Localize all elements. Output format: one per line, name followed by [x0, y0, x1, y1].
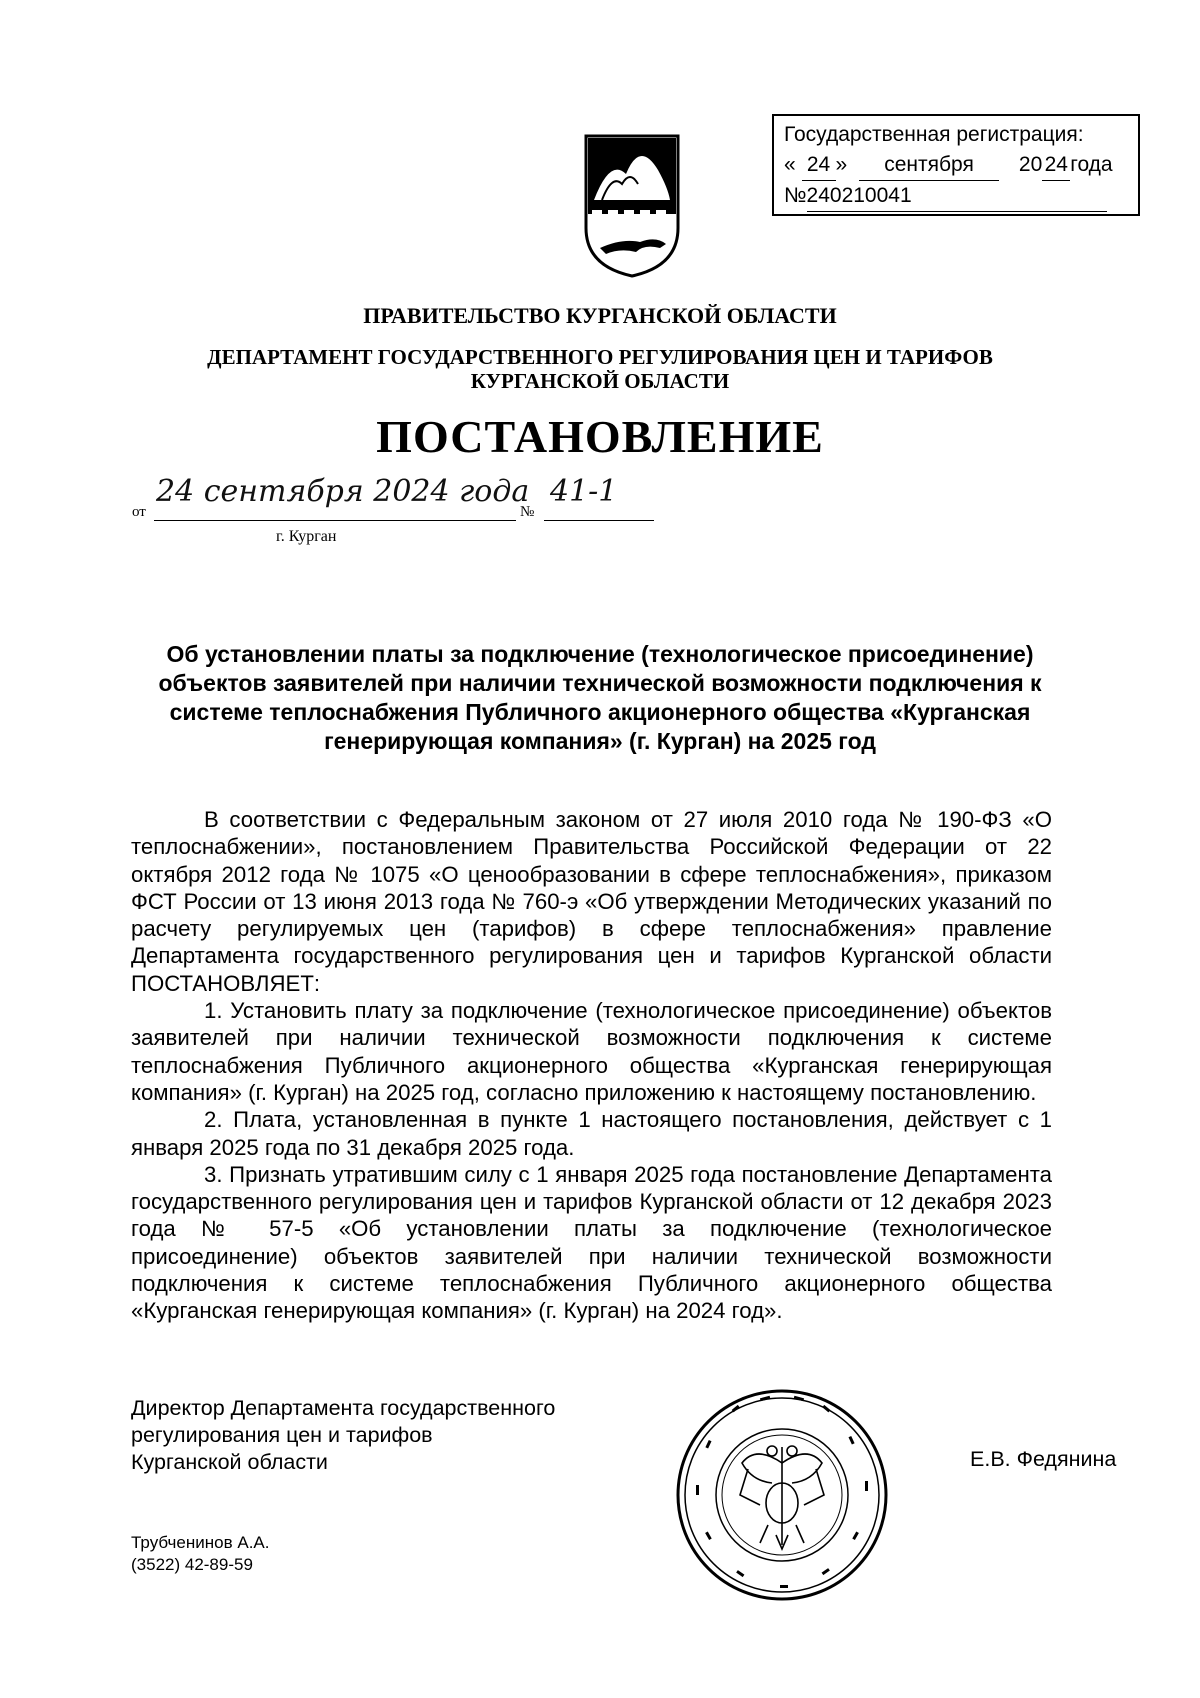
item-1: 1. Установить плату за подключение (технологическое присоединение) объектов заявителей при наличии технической возможности подключения к системе теплоснабжения Публичного акционерного общества «Курганская генерирующая компания» (г. Курган) на 2025 год, согласно приложению к настоящему постановлению. — [131, 998, 1052, 1105]
executor-name: Трубченинов А.А. — [131, 1533, 270, 1552]
registration-day: 24 — [802, 150, 836, 181]
preamble: В соответствии с Федеральным законом от 27 июля 2010 года № 190-ФЗ «О теплоснабжении», постановлением Правительства Российской Федерации от 22 октября 2012 года № 1075 «О ценообразовании в сфере теплоснабжения», приказом ФСТ России от 13 июня 2013 года № 760-э «Об утверждении Методических указаний по расчету регулируемых цен (тарифов) в сфере теплоснабжения» правление Департамента государственного регулирования цен и тарифов Курганской области ПОСТАНОВЛЯЕТ: — [131, 807, 1052, 996]
signatory-position: Директор Департамента государственного регулирования цен и тарифов Курганской области — [131, 1396, 556, 1474]
decree-city: г. Курган — [276, 528, 337, 545]
registration-number-value: 240210041 — [807, 181, 1107, 212]
item-2: 2. Плата, установленная в пункте 1 настоящего постановления, действует с 1 января 2025 года по 31 декабря 2025 года. — [131, 1107, 1052, 1160]
government-name: ПРАВИТЕЛЬСТВО КУРГАНСКОЙ ОБЛАСТИ — [363, 303, 837, 328]
date-prefix: от — [132, 504, 146, 520]
decree-number: 41-1 — [550, 474, 618, 509]
registration-date: « 24 » сентября 20 24 года — [784, 150, 1128, 181]
item-3: 3. Признать утратившим силу с 1 января 2025 года постановление Департамента государственного регулирования цен и тарифов Курганской области от 12 декабря 2023 года № 57-5 «Об установлении платы за подключение (технологическое присоединение) объектов заявителей при наличии технической возможности подключения к системе теплоснабжения Публичного акционерного общества «Курганская генерирующая компания» (г. Курган) на 2024 год». — [131, 1161, 1052, 1324]
department-name: ДЕПАРТАМЕНТ ГОСУДАРСТВЕННОГО РЕГУЛИРОВАНИЯ ЦЕН И ТАРИФОВ КУРГАНСКОЙ ОБЛАСТИ — [207, 345, 993, 393]
decree-subject: Об установлении платы за подключение (технологическое присоединение) объектов заявителей при наличии технической возможности подключения к системе теплоснабжения Публичного акционерного общества «Курганская генерирующая компания» (г. Курган) на 2025 год — [158, 641, 1042, 754]
executor-info — [131, 1532, 269, 1576]
official-seal-icon — [672, 1385, 892, 1605]
number-underline — [544, 520, 654, 521]
decree-body — [131, 806, 1052, 1325]
registration-box — [772, 114, 1140, 216]
executor-phone: (3522) 42-89-59 — [131, 1555, 253, 1574]
signatory-name: Е.В. Федянина — [970, 1447, 1117, 1471]
number-prefix: № — [520, 504, 535, 520]
registration-year: 24 — [1042, 150, 1070, 181]
decree-date-number — [132, 474, 652, 534]
date-underline — [154, 520, 516, 521]
kurgan-coat-of-arms-icon — [582, 130, 682, 280]
registration-month: сентября — [859, 150, 999, 181]
registration-number: №240210041 — [784, 181, 1128, 212]
decree-date: 24 сентября 2024 года — [156, 474, 530, 509]
registration-title: Государственная регистрация: — [784, 123, 1084, 146]
document-type-title: ПОСТАНОВЛЕНИЕ — [376, 411, 824, 462]
